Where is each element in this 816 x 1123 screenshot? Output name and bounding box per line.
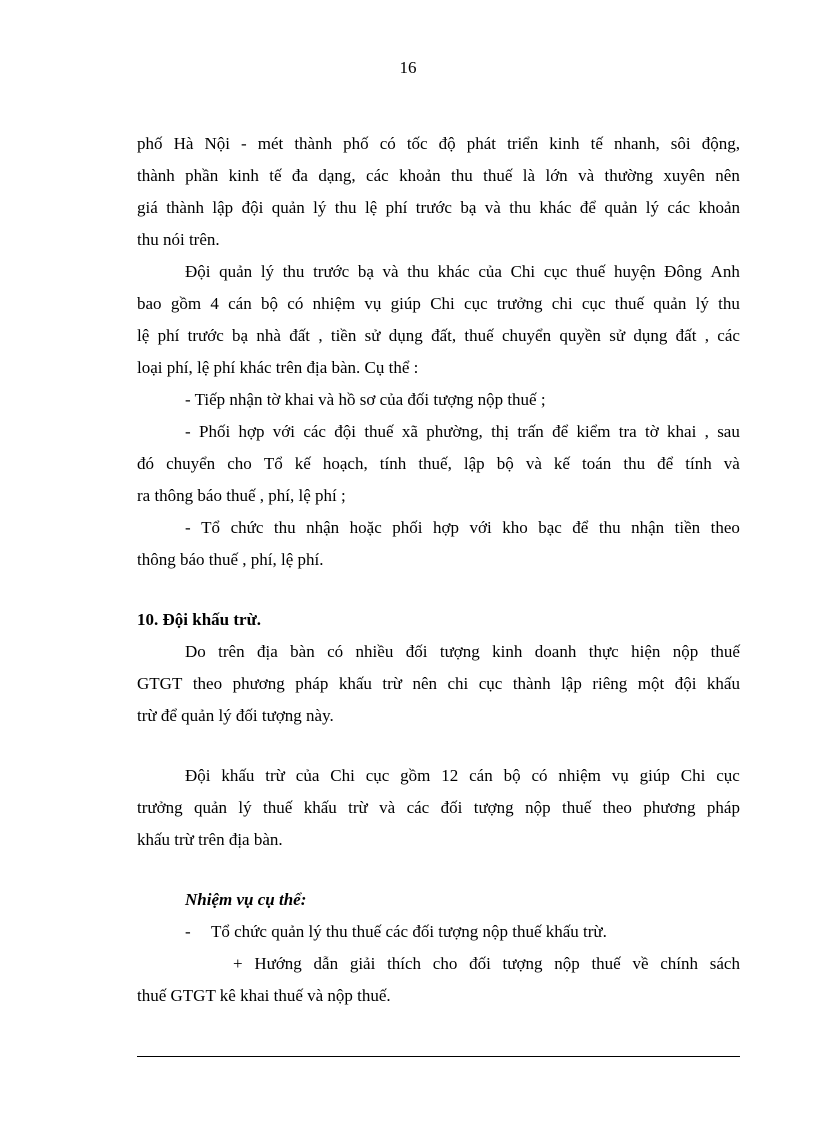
text-line: thu nói trên.: [137, 230, 220, 249]
sub-task-line: thuế GTGT kê khai thuế và nộp thuế.: [137, 986, 391, 1005]
text-line: GTGT theo phương pháp khấu trừ nên chi cục thành lập riêng một đội khấu: [137, 674, 740, 693]
text-line: đó chuyển cho Tổ kế hoạch, tính thuế, lập bộ và kế toán thu để tính và: [137, 454, 740, 473]
paragraph-team-description: [137, 256, 740, 384]
text-line: Do trên địa bàn có nhiều đối tượng kinh doanh thực hiện nộp thuế: [185, 642, 740, 661]
text-line: trừ để quản lý đối tượng này.: [137, 706, 334, 725]
paragraph-deduction-team: [137, 760, 740, 856]
text-line: thành phần kinh tế đa dạng, các khoản thu thuế là lớn và thường xuyên nên: [137, 166, 740, 185]
subheading-tasks: Nhiệm vụ cụ thể:: [185, 890, 307, 909]
footer-divider: [137, 1056, 740, 1057]
list-item: - Tổ chức thu nhận hoặc phối hợp với kho bạc để thu nhận tiền theo: [185, 518, 740, 537]
task-item: [137, 916, 740, 948]
text-line: ra thông báo thuế , phí, lệ phí ;: [137, 486, 346, 505]
sub-task-line: + Hướng dẫn giải thích cho đối tượng nộp thuế về chính sách: [233, 954, 740, 973]
text-line: bao gồm 4 cán bộ có nhiệm vụ giúp Chi cục trưởng chi cục thuế quản lý thu: [137, 294, 740, 313]
text-line: trưởng quản lý thuế khấu trừ và các đối tượng nộp thuế theo phương pháp: [137, 798, 740, 817]
paragraph-intro: [137, 128, 740, 256]
task-text: Tổ chức quản lý thu thuế các đối tượng nộp thuế khấu trừ.: [211, 922, 607, 941]
page-number: 16: [399, 58, 417, 77]
document-body: [137, 128, 740, 1012]
section-heading: 10. Đội khấu trừ.: [137, 610, 262, 629]
text-line: lệ phí trước bạ nhà đất , tiền sử dụng đất, thuế chuyển quyền sử dụng đất , các: [137, 326, 740, 345]
text-line: phố Hà Nội - mét thành phố có tốc độ phát triển kinh tế nhanh, sôi động,: [137, 134, 740, 153]
paragraph-deduction-intro: [137, 636, 740, 732]
text-line: Đội quản lý thu trước bạ và thu khác của Chi cục thuế huyện Đông Anh: [185, 262, 740, 281]
text-line: thông báo thuế , phí, lệ phí.: [137, 550, 324, 569]
text-line: giá thành lập đội quản lý thu lệ phí trước bạ và thu khác để quản lý các khoản: [137, 198, 740, 217]
dash-bullet: -: [185, 922, 191, 941]
list-item: - Phối hợp với các đội thuế xã phường, thị trấn để kiểm tra tờ khai , sau: [185, 422, 740, 441]
text-line: loại phí, lệ phí khác trên địa bàn. Cụ thể :: [137, 358, 419, 377]
text-line: khấu trừ trên địa bàn.: [137, 830, 283, 849]
list-item: - Tiếp nhận tờ khai và hồ sơ của đối tượng nộp thuế ;: [185, 390, 546, 409]
duty-list: [137, 384, 740, 576]
text-line: Đội khấu trừ của Chi cục gồm 12 cán bộ có nhiệm vụ giúp Chi cục: [185, 766, 740, 785]
